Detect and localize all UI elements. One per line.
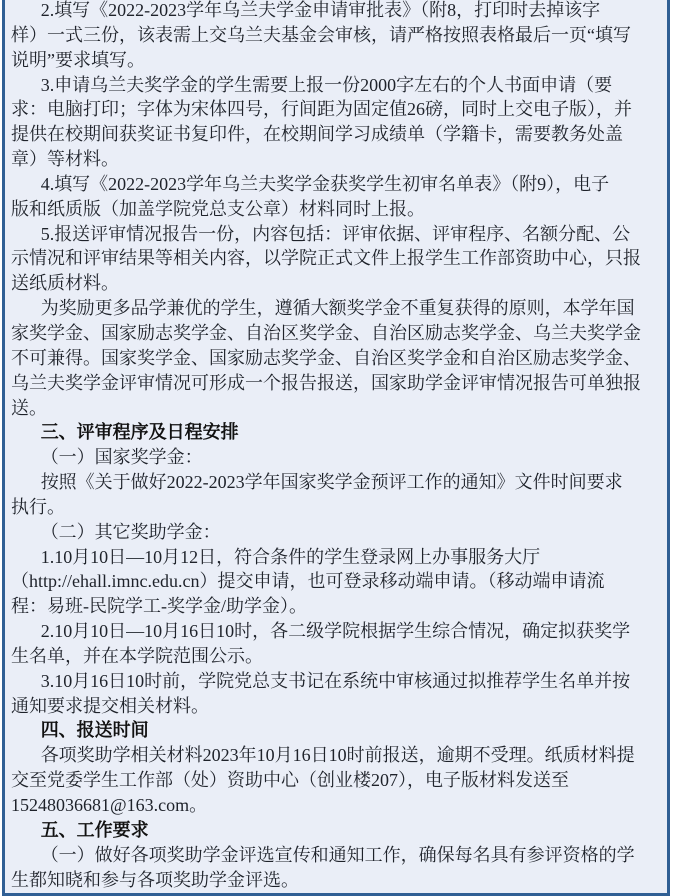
section-heading xyxy=(11,718,661,743)
text-line: 按照《关于做好2022-2023学年国家奖学金预评工作的通知》文件时间要求 xyxy=(40,472,623,493)
paragraph xyxy=(11,545,661,620)
paragraph xyxy=(11,520,661,545)
text-line: 5.报送评审情况报告一份，内容包括：评审依据、评审程序、名额分配、公 xyxy=(40,223,631,244)
paragraph xyxy=(11,296,661,420)
text-line: 通知要求提交相关材料。 xyxy=(11,695,209,716)
paragraph xyxy=(11,222,661,297)
paragraph xyxy=(11,470,661,520)
paragraph xyxy=(11,669,661,719)
paragraph xyxy=(11,172,661,222)
text-line: 版和纸质版（加盖学院党总支公章）材料同时上报。 xyxy=(11,198,425,219)
text-line: 不可兼得。国家奖学金、国家励志奖学金、自治区奖学金和自治区励志奖学金、 xyxy=(11,347,641,368)
text-line: 执行。 xyxy=(11,496,65,517)
text-line: 求：电脑打印；字体为宋体四号，行间距为固定值26磅，同时上交电子版），并 xyxy=(11,99,632,120)
text-line: 2.10月10日—10月16日10时，各二级学院根据学生综合情况，确定拟获奖学 xyxy=(40,621,631,642)
text-line: 章）等材料。 xyxy=(11,149,119,170)
paragraph xyxy=(11,843,661,893)
text-line: 四、报送时间 xyxy=(40,720,149,741)
text-line: 三、评审程序及日程安排 xyxy=(40,422,239,443)
text-line: 生都知晓和参与各项奖助学金评选。 xyxy=(11,869,299,890)
text-line: 为奖励更多品学兼优的学生，遵循大额奖学金不重复获得的原则，本学年国 xyxy=(40,298,635,319)
text-line: （一）做好各项奖助学金评选宣传和通知工作，确保每名具有参评资格的学 xyxy=(40,844,635,865)
text-line: 送。 xyxy=(11,397,47,418)
text-line: 送纸质材料。 xyxy=(11,273,119,294)
text-line: 各项奖助学相关材料2023年10月16日10时前报送，逾期不受理。纸质材料提 xyxy=(40,745,635,766)
paragraph xyxy=(11,743,661,818)
text-line: 示情况和评审结果等相关内容，以学院正式文件上报学生工作部资助中心，只报 xyxy=(11,248,641,269)
paragraph xyxy=(11,619,661,669)
paragraph xyxy=(11,73,661,172)
text-line: 提供在校期间获奖证书复印件，在校期间学习成绩单（学籍卡，需要教务处盖 xyxy=(11,124,623,145)
text-line: 2.填写《2022-2023学年乌兰夫学金申请审批表》（附8，打印时去掉该字 xyxy=(40,0,601,20)
text-line: （二）其它奖助学金： xyxy=(40,521,221,542)
text-line: 生名单，并在本学院范围公示。 xyxy=(11,645,263,666)
text-line: 程：易班-民院学工-奖学金/助学金）。 xyxy=(11,596,307,617)
section-heading xyxy=(11,420,661,445)
text-line: 样）一式三份，该表需上交乌兰夫基金会审核，请严格按照表格最后一页“填写 xyxy=(11,24,631,45)
document-page xyxy=(2,0,670,896)
text-line: 家奖学金、国家励志奖学金、自治区奖学金、自治区励志奖学金、乌兰夫奖学金 xyxy=(11,322,641,343)
text-line: 说明”要求填写。 xyxy=(11,49,145,70)
text-line: 乌兰夫奖学金评审情况可形成一个报告报送，国家助学金评审情况报告可单独报 xyxy=(11,372,641,393)
text-line: 4.填写《2022-2023学年乌兰夫奖学金获奖学生初审名单表》（附9），电子 xyxy=(40,173,610,194)
paragraph xyxy=(11,0,661,73)
text-line: 3.10月16日10时前，学院党总支书记在系统中审核通过拟推荐学生名单并按 xyxy=(40,670,631,691)
text-line: 1.10月10日—10月12日，符合条件的学生登录网上办事服务大厅 xyxy=(40,546,541,567)
paragraph xyxy=(11,445,661,470)
text-line: 五、工作要求 xyxy=(40,819,149,840)
section-heading xyxy=(11,818,661,843)
text-line: 3.申请乌兰夫奖学金的学生需要上报一份2000字左右的个人书面申请（要 xyxy=(40,74,613,95)
text-line: 15248036681@163.com。 xyxy=(11,795,208,815)
text-line: 交至党委学生工作部（处）资助中心（创业楼207），电子版材料发送至 xyxy=(11,770,569,791)
text-line: （一）国家奖学金： xyxy=(40,447,203,468)
document-content xyxy=(11,0,661,892)
text-line: （http://ehall.imnc.edu.cn）提交申请，也可登录移动端申请。（移动端申请流 xyxy=(11,571,605,592)
